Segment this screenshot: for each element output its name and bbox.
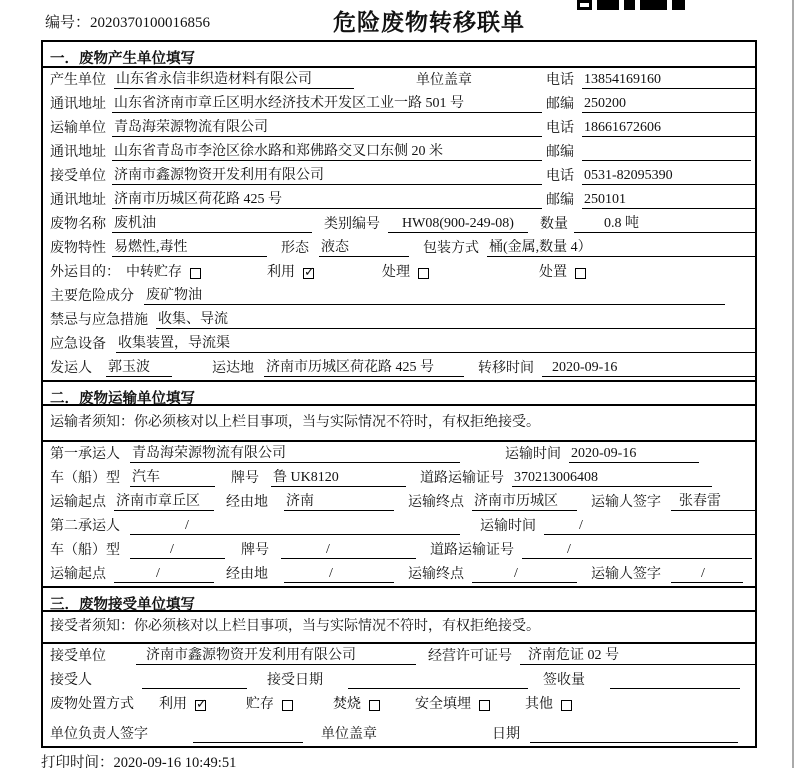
via-value: 济南 xyxy=(284,493,394,511)
print-time xyxy=(41,751,236,768)
plate-value: 鲁 UK8120 xyxy=(271,469,406,487)
phone-value: 18661672606 xyxy=(582,119,755,137)
form-table xyxy=(41,40,757,748)
row-vehicle2 xyxy=(43,538,755,562)
print-time-label: 打印时间： xyxy=(41,755,114,768)
via-label: 经由地 xyxy=(226,567,268,582)
taboo-label: 禁忌与应急措施 xyxy=(50,313,148,328)
row-producer xyxy=(43,68,755,92)
carrier-sign-value: 张春雷 xyxy=(671,493,755,511)
character-value: 易燃性,毒性 xyxy=(112,239,267,257)
print-time-value: 2020-09-16 10:49:51 xyxy=(113,755,237,768)
stamp-fragment-icon xyxy=(577,0,592,10)
row-waste-name xyxy=(43,212,755,236)
vehicle-type-label: 车（船）型 xyxy=(50,471,120,486)
purpose-option-label: 利用 xyxy=(267,265,295,280)
row-transporter-address xyxy=(43,140,755,164)
end-label: 运输终点 xyxy=(408,495,464,510)
transfer-time-value: 2020-09-16 xyxy=(542,359,755,377)
origin-value: 济南市章丘区 xyxy=(114,493,214,511)
treat-checkbox xyxy=(418,268,429,279)
zip-value: 250200 xyxy=(582,95,755,113)
waste-name-label: 废物名称 xyxy=(50,217,106,232)
row-taboo xyxy=(43,308,755,332)
accept-date-value xyxy=(348,671,528,689)
row-route2 xyxy=(43,562,755,586)
permit-value: 济南危证 02 号 xyxy=(520,647,755,665)
road-license-label: 道路运输证号 xyxy=(420,471,504,486)
row-vehicle1 xyxy=(43,466,755,490)
zip-label: 邮编 xyxy=(546,145,574,160)
phone-label: 电话 xyxy=(546,169,574,184)
origin-value: / xyxy=(114,565,214,583)
stamp-fragment-icon xyxy=(624,0,635,10)
serial-value: 2020370100016856 xyxy=(90,15,211,31)
address-value: 济南市历城区荷花路 425 号 xyxy=(112,191,542,209)
end-label: 运输终点 xyxy=(408,567,464,582)
carrier-sign-label: 运输人签字 xyxy=(591,495,661,510)
section1-header: 一．废物产生单位填写 xyxy=(43,42,755,68)
address-label: 通讯地址 xyxy=(50,145,106,160)
hazard-value: 废矿物油 xyxy=(144,287,725,305)
purpose-label: 外运目的： xyxy=(50,265,120,280)
carrier1-label: 第一承运人 xyxy=(50,447,120,462)
purpose-option-label: 处置 xyxy=(539,265,567,280)
disposal-option-label: 安全填埋 xyxy=(415,697,471,712)
other-checkbox xyxy=(561,700,572,711)
purpose-option-label: 中转贮存 xyxy=(126,265,182,280)
row-producer-address xyxy=(43,92,755,116)
via-label: 经由地 xyxy=(226,495,268,510)
disposal-option-label: 焚烧 xyxy=(333,697,361,712)
acceptor-value xyxy=(142,671,247,689)
receiver-value: 济南市鑫源物资开发利用有限公司 xyxy=(112,167,542,185)
taboo-value: 收集、导流 xyxy=(156,311,755,329)
disposal-option-label: 贮存 xyxy=(246,697,274,712)
row-receiver-notice xyxy=(43,612,755,644)
address-value: 山东省济南市章丘区明水经济技术开发区工业一路 501 号 xyxy=(112,95,542,113)
row-disposal xyxy=(43,692,755,716)
head-sign-label: 单位负责人签字 xyxy=(50,727,148,742)
utilize-checkbox xyxy=(303,268,314,279)
category-value: HW08(900-249-08) xyxy=(388,215,528,233)
transporter-notice-text: 运输者须知：你必须核对以上栏目事项，当与实际情况不符时，有权拒绝接受。 xyxy=(50,415,540,430)
row-purpose xyxy=(43,260,755,284)
equipment-value: 收集装置，导流渠 xyxy=(116,335,755,353)
phone-value: 13854169160 xyxy=(582,71,755,89)
transporter-value: 青岛海荣源物流有限公司 xyxy=(112,119,542,137)
row-equipment xyxy=(43,332,755,356)
hazard-label: 主要危险成分 xyxy=(50,289,134,304)
vehicle-type-value: 汽车 xyxy=(130,469,215,487)
packing-label: 包装方式 xyxy=(423,241,479,256)
end-value: / xyxy=(472,565,577,583)
producer-label: 产生单位 xyxy=(50,73,106,88)
amount-label: 签收量 xyxy=(543,673,585,688)
zip-label: 邮编 xyxy=(546,97,574,112)
utilize-checkbox xyxy=(195,700,206,711)
address-label: 通讯地址 xyxy=(50,193,106,208)
carrier2-label: 第二承运人 xyxy=(50,519,120,534)
section2-header: 二．废物运输单位填写 xyxy=(43,380,755,406)
acceptor-label: 接受人 xyxy=(50,673,92,688)
form-value: 液态 xyxy=(319,239,409,257)
row-accept-unit xyxy=(43,644,755,668)
disposal-label: 废物处置方式 xyxy=(50,697,134,712)
stamp-fragment-icon xyxy=(672,0,685,10)
head-sign-value xyxy=(193,725,303,743)
via-value: / xyxy=(284,565,394,583)
disposal-option-label: 利用 xyxy=(159,697,187,712)
row-transporter xyxy=(43,116,755,140)
transport-time-value: 2020-09-16 xyxy=(569,445,699,463)
vehicle-type-value: / xyxy=(130,541,225,559)
serial-label: 编号： xyxy=(45,15,91,31)
receiver-label: 接受单位 xyxy=(50,169,106,184)
unit-seal-label: 单位盖章 xyxy=(321,727,377,742)
road-license-value: / xyxy=(522,541,752,559)
serial-number xyxy=(45,11,210,32)
packing-value: 桶(金属,数量 4） xyxy=(487,239,755,257)
transport-time-label: 运输时间 xyxy=(480,519,536,534)
accept-date-label: 接受日期 xyxy=(267,673,323,688)
transfer-storage-checkbox xyxy=(190,268,201,279)
phone-value: 0531-82095390 xyxy=(582,167,755,185)
end-value: 济南市历城区 xyxy=(472,493,577,511)
zip-value xyxy=(582,143,751,161)
row-shipper xyxy=(43,356,755,380)
equipment-label: 应急设备 xyxy=(50,337,106,352)
page-title: 危险废物转移联单 xyxy=(333,10,525,35)
transfer-time-label: 转移时间 xyxy=(478,361,534,376)
shipper-value: 郭玉波 xyxy=(106,359,172,377)
waste-name-value: 废机油 xyxy=(112,215,312,233)
stamp-fragment-icon xyxy=(597,0,619,10)
purpose-option-label: 处理 xyxy=(382,265,410,280)
producer-value: 山东省永信非织造材料有限公司 xyxy=(114,71,354,89)
carrier1-value: 青岛海荣源物流有限公司 xyxy=(130,445,460,463)
road-license-label: 道路运输证号 xyxy=(430,543,514,558)
zip-value: 250101 xyxy=(582,191,755,209)
form-label: 形态 xyxy=(281,241,309,256)
origin-label: 运输起点 xyxy=(50,495,106,510)
row-receiver xyxy=(43,164,755,188)
stamp-fragment-icon xyxy=(640,0,667,10)
phone-label: 电话 xyxy=(546,121,574,136)
shipper-label: 发运人 xyxy=(50,361,92,376)
date-value xyxy=(530,725,738,743)
row-receiver-address xyxy=(43,188,755,212)
row-waste-character xyxy=(43,236,755,260)
row-route1 xyxy=(43,490,755,514)
row-acceptor xyxy=(43,668,755,692)
quantity-value: 0.8 吨 xyxy=(574,215,755,233)
origin-label: 运输起点 xyxy=(50,567,106,582)
quantity-label: 数量 xyxy=(540,217,568,232)
date-label: 日期 xyxy=(492,727,520,742)
phone-label: 电话 xyxy=(546,73,574,88)
row-carrier1 xyxy=(43,442,755,466)
receiver-notice-text: 接受者须知：你必须核对以上栏目事项，当与实际情况不符时，有权拒绝接受。 xyxy=(50,619,540,634)
plate-label: 牌号 xyxy=(241,543,269,558)
carrier-sign-value: / xyxy=(671,565,743,583)
accept-unit-value: 济南市鑫源物资开发利用有限公司 xyxy=(136,647,416,665)
landfill-checkbox xyxy=(479,700,490,711)
disposal-option-label: 其他 xyxy=(525,697,553,712)
zip-label: 邮编 xyxy=(546,193,574,208)
transport-time-value: / xyxy=(544,517,755,535)
address-label: 通讯地址 xyxy=(50,97,106,112)
dispose-checkbox xyxy=(575,268,586,279)
amount-value xyxy=(610,671,740,689)
dest-value: 济南市历城区荷花路 425 号 xyxy=(264,359,464,377)
row-head-sign xyxy=(43,716,755,746)
permit-label: 经营许可证号 xyxy=(428,649,512,664)
accept-unit-label: 接受单位 xyxy=(50,649,106,664)
character-label: 废物特性 xyxy=(50,241,106,256)
road-license-value: 370213006408 xyxy=(512,469,712,487)
transport-time-label: 运输时间 xyxy=(505,447,561,462)
seal-label: 单位盖章 xyxy=(416,73,472,88)
row-hazard xyxy=(43,284,755,308)
dest-label: 运达地 xyxy=(212,361,254,376)
plate-value: / xyxy=(281,541,416,559)
vehicle-type-label: 车（船）型 xyxy=(50,543,120,558)
address-value: 山东省青岛市李沧区徐水路和郑佛路交叉口东侧 20 米 xyxy=(112,143,542,161)
page-edge-divider xyxy=(792,0,794,768)
carrier2-value: / xyxy=(130,517,460,535)
plate-label: 牌号 xyxy=(231,471,259,486)
carrier-sign-label: 运输人签字 xyxy=(591,567,661,582)
storage-checkbox xyxy=(282,700,293,711)
clipped-stamp xyxy=(577,0,685,11)
transporter-label: 运输单位 xyxy=(50,121,106,136)
row-carrier2 xyxy=(43,514,755,538)
incinerate-checkbox xyxy=(369,700,380,711)
section3-header: 三．废物接受单位填写 xyxy=(43,586,755,612)
row-transporter-notice xyxy=(43,406,755,442)
category-label: 类别编号 xyxy=(324,217,380,232)
